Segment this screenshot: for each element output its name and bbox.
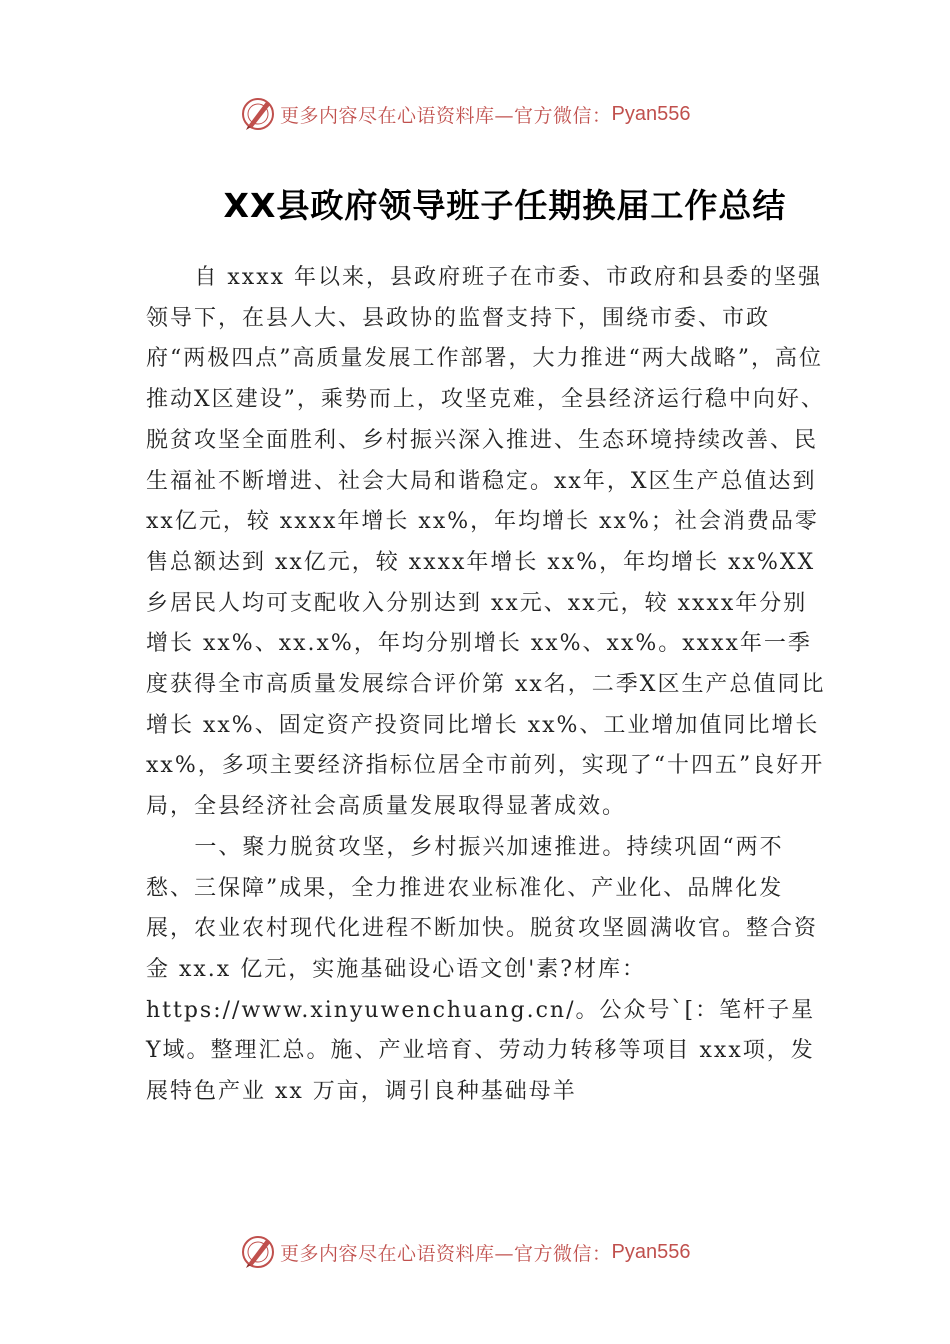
paragraph-2: 一、聚力脱贫攻坚，乡村振兴加速推进。持续巩固“两不愁、三保障”成果，全力推进农业标准化、产业化、品牌化发展，农业农村现代化进程不断加快。脱贫攻坚圆满收官。整合资金 xx.x 亿元，实施基础设心语文创'素?材库：https://www.xinyuwenchuang.cn/。公众号`[：笔杆子星Y域。整理汇总。施、产业培育、劳动力转移等项目 xxx项，发展特色产业 xx 万亩，调引良种基础母羊 (146, 834, 819, 1105)
footer-wechat-id: Pyan556 (611, 1240, 691, 1263)
pen-logo-icon (240, 1234, 276, 1270)
paragraph-1: 自 xxxx 年以来，县政府班子在市委、市政府和县委的坚强领导下，在县人大、县政协的监督支持下，围绕市委、市政府“两极四点”高质量发展工作部署，大力推进“两大战略”，高位推动X区建设”，乘势而上，攻坚克难，全县经济运行稳中向好、脱贫攻坚全面胜利、乡村振兴深入推进、生态环境持续改善、民生福祉不断增进、社会大局和谐稳定。xx年，X区生产总值达到 xx亿元，较 xxxx年增长 xx%，年均增长 xx%；社会消费品零售总额达到 xx亿元，较 xxxx年增长 xx%，年均增长 xx%XX乡居民人均可支配收入分别达到 xx元、xx元，较 xxxx年分别增长 xx%、xx.x%，年均分别增长 xx%、xx%。xxxx年一季度获得全市高质量发展综合评价第 xx名，二季X区生产总值同比增长 xx%、固定资产投资同比增长 xx%、工业增加值同比增长 xx%，多项主要经济指标位居全市前列，实现了“十四五”良好开局，全县经济社会高质量发展取得显著成效。 (146, 265, 826, 820)
document-body (146, 258, 826, 1113)
pen-logo-icon (240, 96, 276, 132)
header-slogan: 更多内容尽在心语资料库—官方微信： (280, 104, 612, 127)
footer-slogan: 更多内容尽在心语资料库—官方微信： (280, 1242, 612, 1265)
page-title: XX县政府领导班子任期换届工作总结 (223, 186, 787, 225)
header-banner (240, 94, 740, 134)
header-wechat-id: Pyan556 (611, 102, 691, 125)
footer-banner (240, 1232, 740, 1272)
